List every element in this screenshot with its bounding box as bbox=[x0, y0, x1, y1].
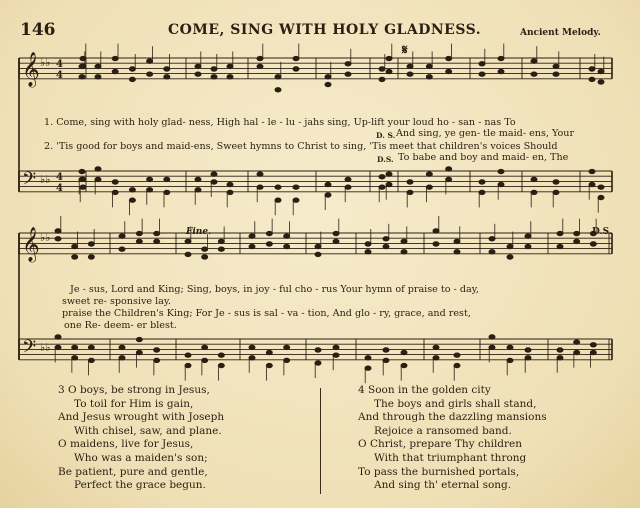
lyric-sys2-line1: Je - sus, Lord and King; Sing, boys, in joy - ful cho - rus Your hymn of praise to - day, bbox=[70, 284, 479, 295]
note-head bbox=[525, 234, 531, 238]
verse-4 bbox=[358, 384, 547, 493]
note-head bbox=[525, 348, 531, 352]
note-head bbox=[557, 348, 563, 352]
note-head bbox=[590, 343, 596, 347]
note-head bbox=[598, 80, 604, 84]
lyric-ds-label-2: D.S. bbox=[377, 155, 394, 164]
note-head bbox=[574, 239, 580, 243]
lyric-verse1: 1. Come, sing with holy glad- ness, High hal - le - lu - jahs sing, Up-lift your loud ho - san - nas To bbox=[44, 117, 516, 128]
verse-line: And through the dazzling mansions bbox=[358, 411, 547, 424]
note-head bbox=[119, 247, 125, 251]
note-head bbox=[195, 64, 201, 68]
note-head bbox=[598, 185, 604, 189]
note-head bbox=[147, 188, 153, 192]
note-head bbox=[80, 64, 86, 68]
note-head bbox=[365, 356, 371, 360]
note-head bbox=[401, 239, 407, 243]
ds-mark: D.S. bbox=[592, 227, 612, 237]
note-head bbox=[365, 250, 371, 254]
note-head bbox=[315, 348, 321, 352]
note-head bbox=[479, 180, 485, 184]
verse-line: The boys and girls shall stand, bbox=[374, 397, 537, 410]
note-head bbox=[345, 177, 351, 181]
note-head bbox=[266, 350, 272, 354]
note-head bbox=[383, 358, 389, 362]
note-head bbox=[383, 237, 389, 241]
fine-mark: Fine. bbox=[186, 227, 212, 237]
note-head bbox=[80, 56, 86, 60]
lyric-sys2-line4: one Re- deem- er blest. bbox=[64, 320, 177, 331]
note-head bbox=[249, 244, 255, 248]
note-head bbox=[147, 177, 153, 181]
note-head bbox=[164, 177, 170, 181]
note-head bbox=[293, 185, 299, 189]
note-head bbox=[185, 239, 191, 243]
note-head bbox=[88, 345, 94, 349]
note-head bbox=[454, 239, 460, 243]
note-head bbox=[72, 244, 78, 248]
note-head bbox=[345, 62, 351, 66]
key-signature: ♭♭ bbox=[40, 173, 51, 186]
note-head bbox=[227, 75, 233, 79]
note-head bbox=[79, 169, 85, 173]
note-head bbox=[227, 182, 233, 186]
bass-clef: 𝄢 bbox=[22, 169, 37, 194]
note-head bbox=[407, 180, 413, 184]
note-head bbox=[195, 188, 201, 192]
note-head bbox=[333, 231, 339, 235]
note-head bbox=[379, 77, 385, 81]
note-head bbox=[195, 177, 201, 181]
verse-line: Rejoice a ransomed band. bbox=[374, 424, 512, 437]
note-head bbox=[129, 198, 135, 202]
note-head bbox=[119, 356, 125, 360]
note-head bbox=[95, 177, 101, 181]
note-head bbox=[55, 335, 61, 339]
note-head bbox=[365, 242, 371, 246]
note-head bbox=[489, 335, 495, 339]
note-head bbox=[154, 231, 160, 235]
note-head bbox=[325, 193, 331, 197]
note-head bbox=[218, 353, 224, 357]
note-head bbox=[80, 185, 86, 189]
note-head bbox=[401, 363, 407, 367]
note-head bbox=[257, 64, 263, 68]
verse-line: To pass the burnished portals, bbox=[358, 465, 520, 478]
note-head bbox=[95, 167, 101, 171]
note-head bbox=[407, 64, 413, 68]
note-head bbox=[379, 67, 385, 71]
note-head bbox=[315, 252, 321, 256]
note-head bbox=[129, 188, 135, 192]
note-head bbox=[446, 167, 452, 171]
note-head bbox=[72, 356, 78, 360]
note-head bbox=[202, 358, 208, 362]
note-head bbox=[249, 356, 255, 360]
note-head bbox=[454, 363, 460, 367]
note-head bbox=[119, 345, 125, 349]
note-head bbox=[202, 247, 208, 251]
note-head bbox=[55, 237, 61, 241]
note-head bbox=[454, 353, 460, 357]
note-head bbox=[379, 185, 385, 189]
note-head bbox=[507, 244, 513, 248]
note-head bbox=[275, 198, 281, 202]
note-head bbox=[454, 250, 460, 254]
note-head bbox=[154, 348, 160, 352]
note-head bbox=[557, 244, 563, 248]
note-head bbox=[557, 231, 563, 235]
note-head bbox=[284, 345, 290, 349]
note-head bbox=[383, 244, 389, 248]
note-head bbox=[557, 356, 563, 360]
note-head bbox=[275, 88, 281, 92]
note-head bbox=[129, 67, 135, 71]
note-head bbox=[154, 358, 160, 362]
note-head bbox=[211, 180, 217, 184]
note-head bbox=[553, 190, 559, 194]
note-head bbox=[95, 64, 101, 68]
note-head bbox=[202, 345, 208, 349]
note-head bbox=[479, 72, 485, 76]
verse-line: And sing th' eternal song. bbox=[374, 479, 512, 492]
note-head bbox=[275, 185, 281, 189]
note-head bbox=[426, 64, 432, 68]
note-head bbox=[185, 252, 191, 256]
note-head bbox=[479, 62, 485, 66]
note-head bbox=[315, 244, 321, 248]
note-head bbox=[325, 82, 331, 86]
note-head bbox=[185, 363, 191, 367]
note-head bbox=[590, 350, 596, 354]
note-head bbox=[325, 75, 331, 79]
note-head bbox=[119, 234, 125, 238]
lyric-verse2-ds: To babe and boy and maid- en, The bbox=[398, 152, 569, 163]
note-head bbox=[112, 190, 118, 194]
note-head bbox=[80, 177, 86, 181]
note-head bbox=[574, 350, 580, 354]
note-head bbox=[275, 75, 281, 79]
note-head bbox=[136, 350, 142, 354]
lyric-ds-label-1: D. S. bbox=[376, 131, 396, 140]
note-head bbox=[112, 69, 118, 73]
note-head bbox=[55, 229, 61, 233]
note-head bbox=[227, 190, 233, 194]
note-head bbox=[383, 348, 389, 352]
lyric-verse1-ds: And sing, ye gen- tle maid- ens, Your bbox=[396, 128, 575, 139]
note-head bbox=[531, 59, 537, 63]
note-head bbox=[426, 185, 432, 189]
verse-line: O maidens, live for Jesus, bbox=[58, 438, 194, 451]
page-number: 146 bbox=[20, 20, 56, 40]
note-head bbox=[218, 363, 224, 367]
note-head bbox=[195, 72, 201, 76]
note-head bbox=[589, 169, 595, 173]
note-head bbox=[257, 185, 263, 189]
note-head bbox=[574, 340, 580, 344]
hymn-title: COME, SING WITH HOLY GLADNESS. bbox=[168, 22, 482, 38]
note-head bbox=[136, 239, 142, 243]
note-head bbox=[433, 345, 439, 349]
note-head bbox=[129, 77, 135, 81]
note-head bbox=[386, 172, 392, 176]
note-head bbox=[531, 190, 537, 194]
note-head bbox=[553, 72, 559, 76]
note-head bbox=[446, 69, 452, 73]
note-head bbox=[88, 358, 94, 362]
note-head bbox=[266, 242, 272, 246]
note-head bbox=[333, 345, 339, 349]
verse-line: O Christ, prepare Thy children bbox=[358, 438, 523, 451]
note-head bbox=[218, 247, 224, 251]
note-head bbox=[147, 72, 153, 76]
note-head bbox=[479, 190, 485, 194]
note-head bbox=[136, 337, 142, 341]
note-head bbox=[284, 358, 290, 362]
verse-line: Be patient, pure and gentle, bbox=[58, 465, 208, 478]
key-signature: ♭♭ bbox=[40, 231, 51, 244]
note-head bbox=[147, 59, 153, 63]
note-head bbox=[489, 250, 495, 254]
verse-3 bbox=[58, 384, 224, 493]
note-head bbox=[257, 56, 263, 60]
segno-mark: 𝄋 bbox=[402, 43, 408, 58]
verse-divider bbox=[320, 388, 321, 494]
note-head bbox=[257, 172, 263, 176]
note-head bbox=[345, 72, 351, 76]
note-head bbox=[55, 345, 61, 349]
bass-clef: 𝄢 bbox=[22, 337, 37, 362]
lyric-sys2-line2: sweet re- sponsive lay. bbox=[62, 296, 172, 307]
note-head bbox=[345, 185, 351, 189]
treble-clef: 𝄞 bbox=[22, 227, 40, 262]
tune-attribution: Ancient Melody. bbox=[520, 28, 601, 38]
time-signature: 4 bbox=[56, 183, 63, 194]
key-signature: ♭♭ bbox=[40, 341, 51, 354]
note-head bbox=[598, 69, 604, 73]
note-head bbox=[507, 345, 513, 349]
note-head bbox=[112, 180, 118, 184]
note-head bbox=[164, 67, 170, 71]
note-head bbox=[293, 198, 299, 202]
time-signature: 4 bbox=[56, 59, 63, 70]
time-signature: 4 bbox=[56, 172, 63, 183]
note-head bbox=[525, 356, 531, 360]
note-head bbox=[446, 177, 452, 181]
note-head bbox=[293, 56, 299, 60]
note-head bbox=[293, 67, 299, 71]
note-head bbox=[88, 242, 94, 246]
note-head bbox=[136, 231, 142, 235]
note-head bbox=[284, 244, 290, 248]
note-head bbox=[333, 353, 339, 357]
note-head bbox=[433, 242, 439, 246]
note-head bbox=[507, 255, 513, 259]
note-head bbox=[325, 182, 331, 186]
verse-line: Perfect the grace begun. bbox=[74, 479, 206, 492]
note-head bbox=[379, 175, 385, 179]
note-head bbox=[401, 250, 407, 254]
note-head bbox=[489, 237, 495, 241]
note-head bbox=[112, 56, 118, 60]
note-head bbox=[433, 356, 439, 360]
note-head bbox=[531, 72, 537, 76]
note-head bbox=[426, 172, 432, 176]
note-head bbox=[525, 244, 531, 248]
note-head bbox=[72, 255, 78, 259]
note-head bbox=[227, 64, 233, 68]
note-head bbox=[589, 67, 595, 71]
note-head bbox=[498, 169, 504, 173]
note-head bbox=[211, 75, 217, 79]
note-head bbox=[164, 190, 170, 194]
note-head bbox=[386, 182, 392, 186]
note-head bbox=[154, 239, 160, 243]
note-head bbox=[202, 255, 208, 259]
note-head bbox=[211, 172, 217, 176]
verse-line: And Jesus wrought with Joseph bbox=[58, 411, 225, 424]
time-signature: 4 bbox=[56, 70, 63, 81]
note-head bbox=[498, 69, 504, 73]
note-head bbox=[211, 67, 217, 71]
key-signature: ♭♭ bbox=[40, 56, 51, 69]
note-head bbox=[498, 56, 504, 60]
note-head bbox=[401, 350, 407, 354]
note-head bbox=[266, 231, 272, 235]
note-head bbox=[498, 182, 504, 186]
note-head bbox=[590, 242, 596, 246]
verse-line: Who was a maiden's son; bbox=[74, 451, 208, 464]
verse-line: With that triumphant throng bbox=[374, 451, 527, 464]
note-head bbox=[79, 75, 85, 79]
verse-line: 3 O boys, be strong in Jesus, bbox=[58, 384, 210, 396]
note-head bbox=[589, 182, 595, 186]
note-head bbox=[407, 72, 413, 76]
note-head bbox=[589, 77, 595, 81]
note-head bbox=[433, 229, 439, 233]
note-head bbox=[386, 69, 392, 73]
note-head bbox=[446, 56, 452, 60]
note-head bbox=[185, 353, 191, 357]
note-head bbox=[426, 75, 432, 79]
note-head bbox=[249, 345, 255, 349]
note-head bbox=[507, 358, 513, 362]
note-head bbox=[598, 195, 604, 199]
note-head bbox=[164, 75, 170, 79]
note-head bbox=[218, 239, 224, 243]
note-head bbox=[574, 231, 580, 235]
note-head bbox=[72, 345, 78, 349]
lyric-sys2-line3: praise the Children's King; For Je - sus is sal - va - tion, And glo - ry, grace, and rest, bbox=[62, 308, 471, 319]
treble-clef: 𝄞 bbox=[22, 52, 40, 87]
note-head bbox=[266, 363, 272, 367]
note-head bbox=[553, 64, 559, 68]
note-head bbox=[95, 75, 101, 79]
lyric-verse2: 2. 'Tis good for boys and maid-ens, Sweet hymns to Christ to sing, 'Tis meet that children's voices Should bbox=[44, 141, 558, 152]
note-head bbox=[88, 255, 94, 259]
note-head bbox=[531, 177, 537, 181]
note-head bbox=[489, 345, 495, 349]
verse-line: 4 Soon in the golden city bbox=[358, 384, 491, 396]
note-head bbox=[249, 234, 255, 238]
verse-line: To toil for Him is gain, bbox=[74, 397, 194, 410]
note-head bbox=[333, 239, 339, 243]
note-head bbox=[365, 366, 371, 370]
note-head bbox=[315, 361, 321, 365]
note-head bbox=[284, 234, 290, 238]
note-head bbox=[407, 190, 413, 194]
note-head bbox=[386, 56, 392, 60]
verse-line: With chisel, saw, and plane. bbox=[74, 424, 222, 437]
note-head bbox=[553, 180, 559, 184]
